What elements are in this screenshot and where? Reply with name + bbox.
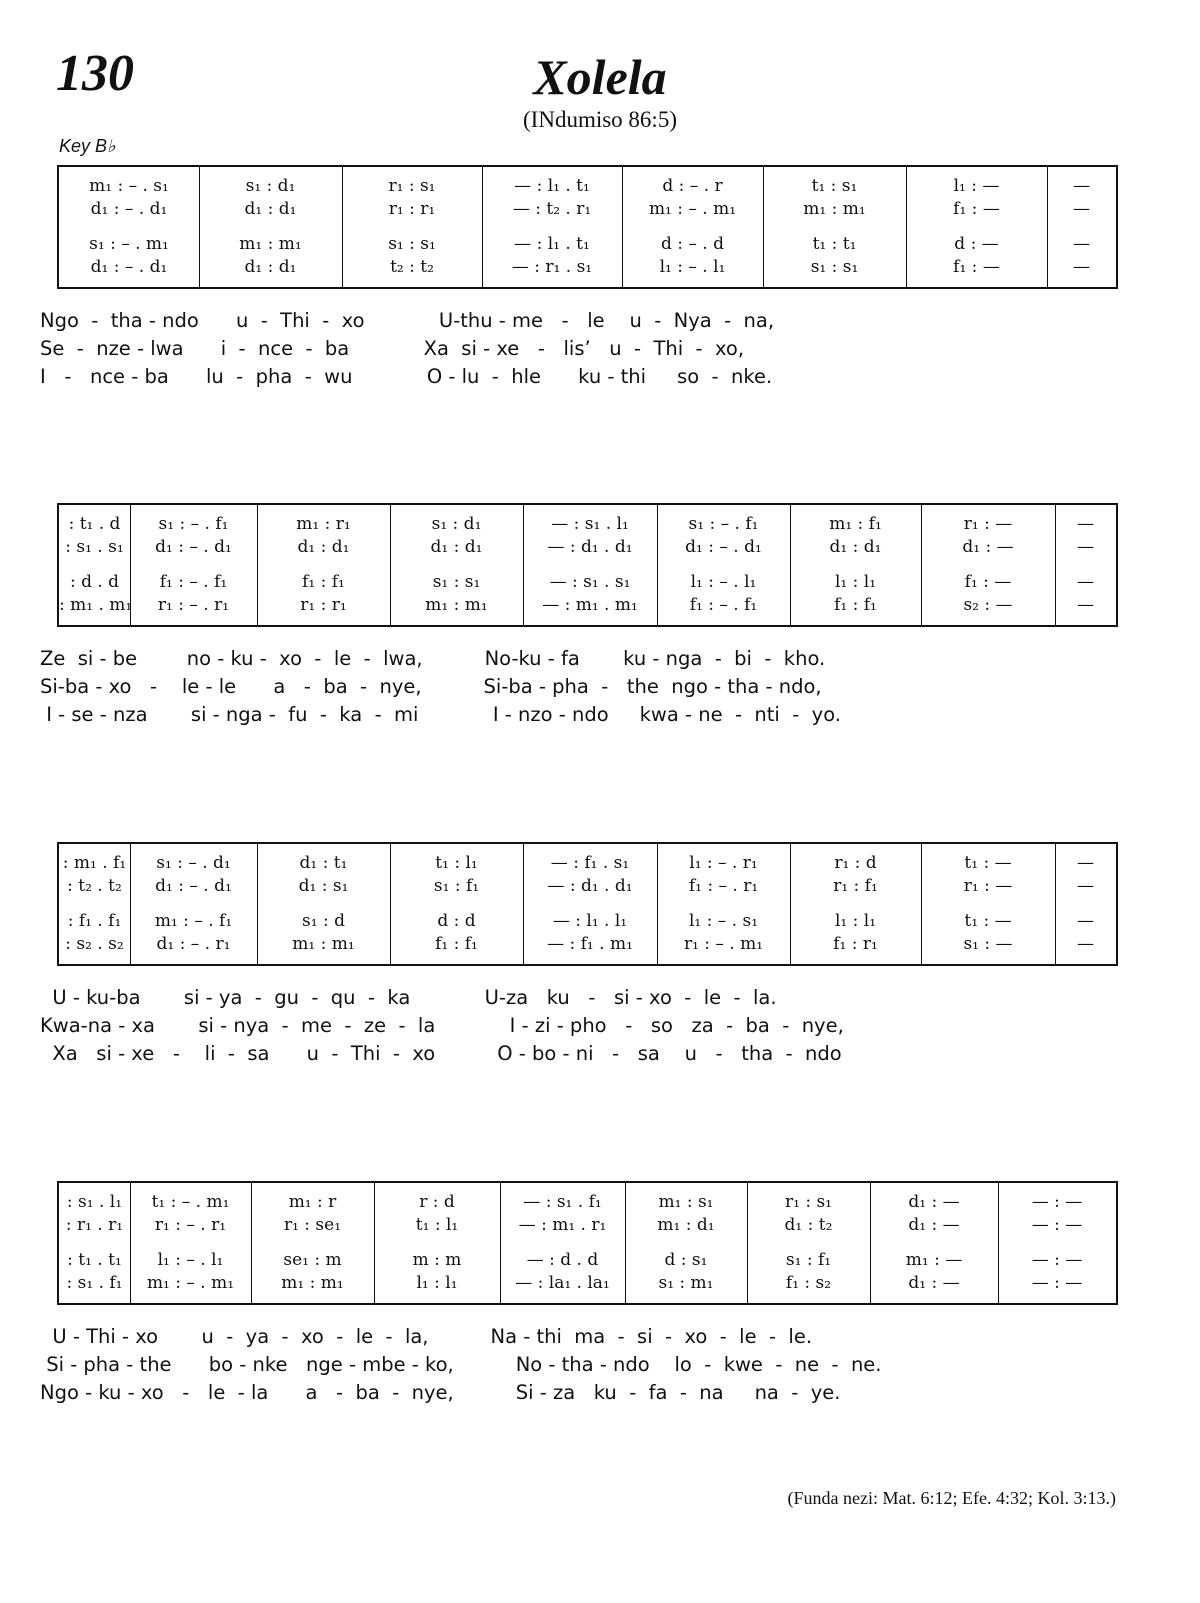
voice-line: s₁ : – . f₁ (158, 514, 229, 534)
voice-line: l₁ : – . l₁ (157, 1250, 224, 1270)
voice-line: t₂ : t₂ (390, 257, 434, 277)
voice-line: d₁ : d₁ (244, 257, 297, 277)
voice-line: s₁ : s₁ (432, 572, 481, 592)
lyric-line: U - ku-ba si - ya - gu - qu - ka U-za ku - si - xo - le - la. (40, 986, 777, 1009)
voice-line: t₁ : — (964, 911, 1012, 931)
voice-line: d : s₁ (664, 1250, 708, 1270)
measure (921, 566, 1055, 624)
voice-line: d₁ : d₁ (829, 537, 882, 557)
voice-line: d₁ : d₁ (297, 537, 350, 557)
voice-line: m : m (412, 1250, 462, 1270)
voice-line: l₁ : l₁ (834, 572, 877, 592)
voice-line: s₁ : s₁ (810, 257, 859, 277)
measure (622, 228, 763, 286)
voice-line: — (1077, 572, 1094, 592)
measure (625, 1186, 747, 1244)
voice-line: r₁ : — (963, 514, 1013, 534)
voice-line: — : — (1031, 1192, 1083, 1212)
voice-line: d₁ : t₂ (784, 1215, 833, 1235)
measure (251, 1244, 374, 1302)
voice-line: l₁ : – . l₁ (659, 257, 726, 277)
voice-line: d₁ : — (962, 537, 1014, 557)
measure (130, 566, 257, 624)
voice-line: — : f₁ . s₁ (550, 853, 630, 873)
hymn-title: Xolela (533, 49, 667, 105)
measure (523, 566, 657, 624)
voice-line: r₁ : se₁ (283, 1215, 342, 1235)
voice-line: m₁ : s₁ (658, 1192, 714, 1212)
voice-line: m₁ : m₁ (281, 1273, 344, 1293)
measure (998, 1244, 1116, 1302)
voice-line: d₁ : – . r₁ (156, 934, 231, 954)
voice-line: d₁ : – . d₁ (90, 257, 168, 277)
voice-line: r₁ : d (834, 853, 877, 873)
measure (906, 228, 1047, 286)
measure (59, 1186, 130, 1244)
measure (763, 170, 906, 228)
voice-line: m₁ : m₁ (292, 934, 355, 954)
voice-line: : t₁ . d (68, 514, 121, 534)
voice-line: s₁ : d (302, 911, 345, 931)
lower-staff (59, 1244, 1116, 1302)
voice-line: : t₂ . t₂ (67, 876, 122, 896)
lyric-line: I - nce - ba lu - pha - wu O - lu - hle ku - thi so - nke. (40, 365, 773, 388)
voice-line: m₁ : — (905, 1250, 963, 1270)
lyric-line: U - Thi - xo u - ya - xo - le - la, Na - thi ma - si - xo - le - le. (40, 1325, 813, 1348)
measure (657, 566, 790, 624)
voice-line: d₁ : – . d₁ (90, 199, 168, 219)
voice-line: : s₁ . l₁ (66, 1192, 123, 1212)
voice-line: — (1077, 876, 1094, 896)
voice-line: m₁ : – . f₁ (154, 911, 233, 931)
measure (257, 847, 390, 905)
voice-line: — : s₁ . s₁ (549, 572, 631, 592)
lyric-line: Kwa-na - xa si - nya - me - ze - la I - zi - pho - so za - ba - nye, (40, 1014, 844, 1037)
measure (906, 170, 1047, 228)
voice-line: — : d₁ . d₁ (547, 537, 633, 557)
voice-line: f₁ : – . f₁ (689, 595, 758, 615)
measure (523, 905, 657, 963)
music-system (57, 503, 1118, 627)
measure (747, 1186, 870, 1244)
voice-line: m₁ : – . m₁ (146, 1273, 235, 1293)
voice-line: f₁ : – . r₁ (688, 876, 759, 896)
lower-staff (59, 566, 1116, 624)
measure (747, 1244, 870, 1302)
lyric-line: Xa si - xe - li - sa u - Thi - xo O - bo - ni - sa u - tha - ndo (40, 1042, 842, 1065)
voice-line: : s₁ . s₁ (65, 537, 124, 557)
voice-line: f₁ : f₁ (834, 595, 877, 615)
measure (657, 508, 790, 566)
lyric-line: Si-ba - xo - le - le a - ba - nye, Si-ba - pha - the ngo - tha - ndo, (40, 675, 822, 698)
voice-line: : f₁ . f₁ (67, 911, 122, 931)
measure (763, 228, 906, 286)
measure (790, 847, 921, 905)
voice-line: : t₁ . t₁ (67, 1250, 122, 1270)
measure (390, 905, 523, 963)
measure (390, 508, 523, 566)
measure (342, 228, 482, 286)
voice-line: d : – . d (660, 234, 724, 254)
voice-line: : r₁ . r₁ (65, 1215, 124, 1235)
voice-line: — (1077, 514, 1094, 534)
voice-line: — : — (1031, 1250, 1083, 1270)
voice-line: f₁ : f₁ (435, 934, 478, 954)
measure (482, 170, 622, 228)
measure (657, 847, 790, 905)
measure (1055, 508, 1116, 566)
voice-line: d₁ : – . d₁ (685, 537, 762, 557)
voice-line: s₁ : — (963, 934, 1013, 954)
measure (130, 1244, 251, 1302)
measure (130, 508, 257, 566)
voice-line: f₁ : – . f₁ (159, 572, 228, 592)
voice-line: s₁ : – . f₁ (688, 514, 759, 534)
voice-line: — : m₁ . m₁ (542, 595, 638, 615)
voice-line: : m₁ . f₁ (62, 853, 127, 873)
voice-line: : s₁ . f₁ (66, 1273, 123, 1293)
measure (59, 847, 130, 905)
voice-line: m₁ : r (288, 1192, 337, 1212)
voice-line: d : d (437, 911, 476, 931)
music-system (57, 165, 1118, 289)
measure (390, 847, 523, 905)
voice-line: r₁ : s₁ (784, 1192, 832, 1212)
voice-line: — : t₂ . r₁ (512, 199, 592, 219)
measure (790, 905, 921, 963)
voice-line: r₁ : f₁ (833, 876, 878, 896)
voice-line: — (1073, 234, 1090, 254)
voice-line: — : s₁ . l₁ (551, 514, 629, 534)
measure (500, 1244, 625, 1302)
measure (59, 1244, 130, 1302)
voice-line: se₁ : m (283, 1250, 342, 1270)
measure (1055, 847, 1116, 905)
measure (59, 905, 130, 963)
measure (482, 228, 622, 286)
measure (251, 1186, 374, 1244)
voice-line: s₁ : d₁ (431, 514, 482, 534)
voice-line: r₁ : r₁ (300, 595, 347, 615)
voice-line: t₁ : – . m₁ (151, 1192, 230, 1212)
voice-line: m₁ : – . s₁ (89, 176, 169, 196)
voice-line: d₁ : — (908, 1215, 960, 1235)
voice-line: s₁ : – . m₁ (89, 234, 169, 254)
voice-line: — (1073, 257, 1090, 277)
measure (59, 228, 199, 286)
measure (500, 1186, 625, 1244)
lower-staff (59, 228, 1116, 286)
voice-line: s₁ : m₁ (658, 1273, 714, 1293)
measure (790, 508, 921, 566)
measure (59, 170, 199, 228)
voice-line: d₁ : – . d₁ (155, 876, 232, 896)
measure (523, 508, 657, 566)
voice-line: d₁ : t₁ (299, 853, 348, 873)
voice-line: — (1073, 176, 1090, 196)
voice-line: s₁ : d₁ (245, 176, 296, 196)
upper-staff (59, 508, 1116, 566)
voice-line: f₁ : f₁ (302, 572, 345, 592)
voice-line: f₁ : r₁ (833, 934, 878, 954)
voice-line: t₁ : s₁ (811, 176, 858, 196)
lyric-line: Ngo - ku - xo - le - la a - ba - nye, Si - za ku - fa - na na - ye. (40, 1381, 841, 1404)
voice-line: t₁ : — (964, 853, 1012, 873)
voice-line: — (1077, 595, 1094, 615)
measure (625, 1244, 747, 1302)
measure (257, 566, 390, 624)
measure (870, 1244, 998, 1302)
voice-line: s₁ : f₁ (785, 1250, 832, 1270)
voice-line: m₁ : r₁ (296, 514, 351, 534)
measure (199, 170, 342, 228)
voice-line: s₁ : s₁ (388, 234, 436, 254)
measure (1055, 905, 1116, 963)
measure (657, 905, 790, 963)
voice-line: — : r₁ . s₁ (511, 257, 593, 277)
voice-line: d₁ : d₁ (244, 199, 297, 219)
upper-staff (59, 170, 1116, 228)
voice-line: m₁ : f₁ (829, 514, 882, 534)
measure (921, 847, 1055, 905)
voice-line: r : d (419, 1192, 455, 1212)
measure (1055, 566, 1116, 624)
voice-line: s₁ : f₁ (433, 876, 480, 896)
voice-line: d₁ : d₁ (430, 537, 483, 557)
voice-line: r₁ : – . r₁ (154, 1215, 227, 1235)
voice-line: — : — (1031, 1215, 1083, 1235)
voice-line: — (1077, 911, 1094, 931)
measure (921, 508, 1055, 566)
voice-line: l₁ : – . s₁ (688, 911, 759, 931)
measure (59, 566, 133, 624)
voice-line: — (1077, 537, 1094, 557)
voice-line: t₁ : t₁ (812, 234, 857, 254)
voice-line: m₁ : m₁ (239, 234, 302, 254)
voice-line: — (1073, 199, 1090, 219)
voice-line: — : f₁ . m₁ (547, 934, 633, 954)
voice-line: s₁ : – . d₁ (156, 853, 231, 873)
lyric-line: Se - nze - lwa i - nce - ba Xa si - xe - lis’ u - Thi - xo, (40, 337, 745, 360)
measure (130, 1186, 251, 1244)
voice-line: — (1077, 853, 1094, 873)
voice-line: — : m₁ . r₁ (518, 1215, 607, 1235)
scripture-reference: (Funda nezi: Mat. 6:12; Efe. 4:32; Kol. 3:13.) (787, 1488, 1116, 1508)
voice-line: s₂ : — (963, 595, 1013, 615)
voice-line: r₁ : – . r₁ (157, 595, 230, 615)
voice-line: r₁ : s₁ (388, 176, 436, 196)
voice-line: l₁ : l₁ (416, 1273, 458, 1293)
voice-line: r₁ : — (963, 876, 1013, 896)
upper-staff (59, 847, 1116, 905)
measure (374, 1244, 500, 1302)
voice-line: d : — (954, 234, 999, 254)
voice-line: — : l₁ . l₁ (552, 911, 628, 931)
key-signature: Key B♭ (59, 136, 116, 156)
measure (390, 566, 523, 624)
voice-line: l₁ : – . r₁ (689, 853, 758, 873)
measure (257, 508, 390, 566)
measure (342, 170, 482, 228)
voice-line: — : s₁ . f₁ (523, 1192, 602, 1212)
measure (59, 508, 130, 566)
voice-line: : s₂ . s₂ (65, 934, 124, 954)
voice-line: m₁ : – . m₁ (648, 199, 737, 219)
voice-line: l₁ : – . l₁ (690, 572, 757, 592)
measure (921, 905, 1055, 963)
music-system (57, 1181, 1118, 1305)
voice-line: d₁ : — (908, 1273, 960, 1293)
voice-line: t₁ : l₁ (435, 853, 478, 873)
measure (374, 1186, 500, 1244)
measure (790, 566, 921, 624)
voice-line: d₁ : – . d₁ (155, 537, 232, 557)
voice-line: f₁ : — (964, 572, 1012, 592)
lyric-line: Si - pha - the bo - nke nge - mbe - ko, No - tha - ndo lo - kwe - ne - ne. (40, 1353, 882, 1376)
music-system (57, 842, 1118, 966)
measure (998, 1186, 1116, 1244)
lyric-line: I - se - nza si - nga - fu - ka - mi I - nzo - ndo kwa - ne - nti - yo. (40, 703, 842, 726)
measure (1047, 170, 1116, 228)
voice-line: — : — (1031, 1273, 1083, 1293)
voice-line: — : d . d (526, 1250, 599, 1270)
voice-line: f₁ : — (953, 199, 1000, 219)
measure (257, 905, 390, 963)
voice-line: m₁ : m₁ (425, 595, 488, 615)
voice-line: r₁ : r₁ (388, 199, 436, 219)
voice-line: d₁ : s₁ (298, 876, 349, 896)
measure (622, 170, 763, 228)
measure (870, 1186, 998, 1244)
hymn-number: 130 (56, 45, 134, 102)
voice-line: m₁ : m₁ (803, 199, 866, 219)
voice-line: : d . d (69, 572, 120, 592)
voice-line: f₁ : s₂ (785, 1273, 832, 1293)
voice-line: d₁ : — (908, 1192, 960, 1212)
lower-staff (59, 905, 1116, 963)
voice-line: — (1077, 934, 1094, 954)
voice-line: r₁ : – . m₁ (683, 934, 764, 954)
voice-line: — : l₁ . t₁ (514, 234, 590, 254)
voice-line: m₁ : d₁ (657, 1215, 715, 1235)
upper-staff (59, 1186, 1116, 1244)
voice-line: : m₁ . m₁ (59, 595, 133, 615)
voice-line: t₁ : l₁ (415, 1215, 459, 1235)
voice-line: l₁ : l₁ (834, 911, 877, 931)
measure (199, 228, 342, 286)
lyric-line: Ze si - be no - ku - xo - le - lwa, No-ku - fa ku - nga - bi - kho. (40, 647, 826, 670)
lyric-line: Ngo - tha - ndo u - Thi - xo U-thu - me - le u - Nya - na, (40, 309, 775, 332)
voice-line: — : l₁ . t₁ (514, 176, 590, 196)
measure (130, 847, 257, 905)
voice-line: — : d₁ . d₁ (547, 876, 633, 896)
voice-line: d : – . r (662, 176, 723, 196)
voice-line: f₁ : — (953, 257, 1000, 277)
measure (523, 847, 657, 905)
hymn-subtitle: (INdumiso 86:5) (523, 107, 677, 132)
voice-line: l₁ : — (953, 176, 1000, 196)
measure (1047, 228, 1116, 286)
voice-line: — : la₁ . la₁ (515, 1273, 610, 1293)
measure (130, 905, 257, 963)
